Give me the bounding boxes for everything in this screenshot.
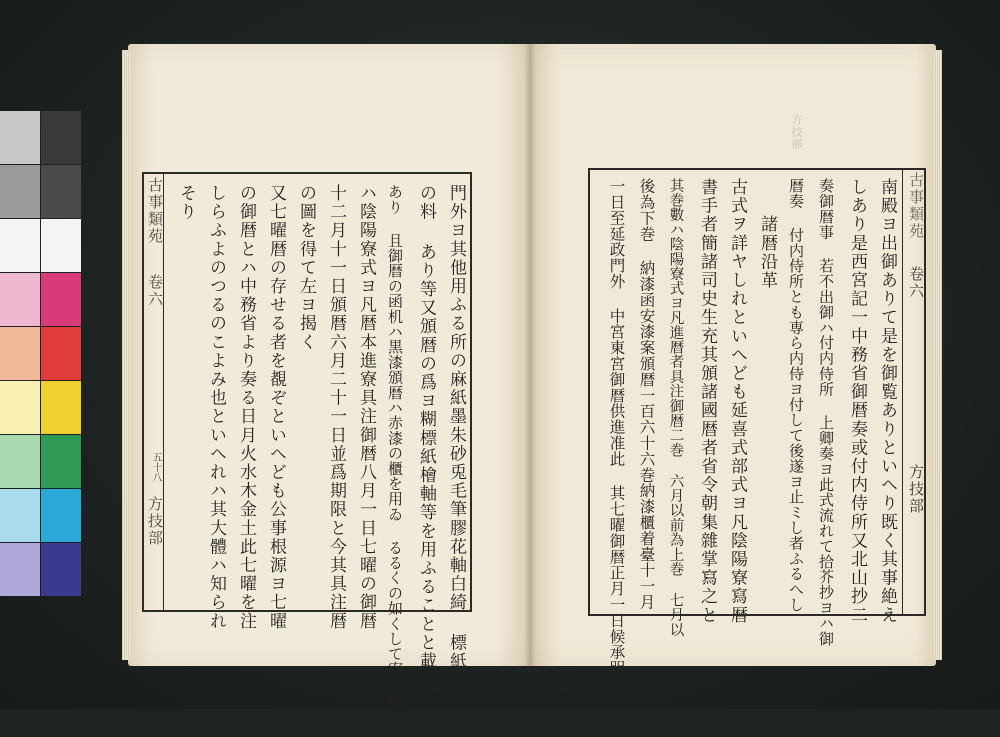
left-col-10: そり — [176, 184, 196, 222]
left-margin-title: 古事類苑 — [146, 177, 164, 245]
right-page-edges — [934, 50, 942, 660]
left-col-4: ハ陰陽寮式ヨ凡暦本進寮具注御暦八月一日七曜の御暦 — [356, 184, 376, 631]
calibration-swatch — [0, 435, 40, 488]
left-col-6: の圖を得て左ヨ揭く — [296, 184, 316, 352]
left-col-2: の料 あり等又頒暦の爲ヨ糊標紙檜軸等を用ふることと載せ — [416, 184, 436, 690]
right-margin-title: 古事類苑 — [907, 172, 925, 240]
show-through-text: 方技部 — [790, 114, 803, 150]
calibration-swatch — [0, 489, 40, 542]
right-col-2: しあり是西宮記一中務省御暦奏或付内侍所又北山抄二 — [847, 178, 867, 625]
calibration-swatch — [41, 489, 81, 542]
calibration-swatch — [41, 381, 81, 434]
right-page — [530, 44, 936, 676]
left-col-9: しらふよのつるのこよみ也といへれハ其大體ハ知られ — [206, 184, 226, 631]
right-col-5: 諸暦沿革 — [757, 178, 777, 290]
right-col-8: 其巻數ハ陰陽寮式ヨ凡進暦者具注御暦二巻 六月以前為上巻 七月以 — [667, 178, 684, 637]
right-margin-volume: 卷六 — [907, 266, 925, 300]
calibration-swatch — [41, 165, 81, 218]
left-col-5: 十二月十一日頒暦六月二十一日並爲期限と今其具注暦 — [326, 184, 346, 631]
calibration-swatch — [0, 381, 40, 434]
calibration-swatch — [0, 543, 40, 596]
right-col-1: 南殿ヨ出御ありて是を御覧ありといへり既く其事絶え — [877, 178, 897, 625]
left-col-7: 又七曜暦の存せる者を覩ぞといへども公事根源ヨ七曜 — [266, 184, 286, 631]
left-margin-volume: 卷六 — [146, 274, 164, 308]
calibration-swatch — [41, 273, 81, 326]
calibration-swatch — [0, 219, 40, 272]
calibration-swatch — [41, 543, 81, 596]
calibration-swatch — [41, 219, 81, 272]
calibration-swatch — [0, 327, 40, 380]
left-col-1: 門外ヨ其他用ふる所の麻紙墨朱砂兎毛筆膠花軸白綺 標紙 — [446, 184, 466, 671]
right-col-6: 古式ヲ詳ヤしれといへども延喜式部式ヨ凡陰陽寮寫暦 — [727, 178, 747, 625]
left-leaf-number: 五十八 — [150, 452, 161, 482]
right-col-10: 一日至延政門外 中宮東宮御暦供進准此 其七曜御暦正月一日候承明 — [607, 178, 626, 676]
book-gutter — [524, 44, 536, 666]
right-col-4: 暦奏 付内侍所とも専ら内侍ヨ付して後遂ヨ止ミし者ふるへし — [787, 178, 805, 613]
left-page — [128, 44, 530, 737]
open-book — [128, 44, 936, 737]
right-margin-section: 方技部 — [907, 464, 925, 515]
left-col-3: あり 且御暦の函机ハ黒漆頒暦ハ赤漆の櫃を用ゐ るるくの如くして寮ヨ進むる — [386, 184, 404, 737]
right-col-7: 書手者簡諸司史生充其頒諸國暦者省令朝集雜掌寫之と — [697, 178, 717, 625]
left-page-edges — [122, 50, 130, 660]
calibration-swatch — [0, 111, 40, 164]
calibration-swatch — [41, 435, 81, 488]
color-calibration-strip — [0, 111, 84, 601]
left-margin-section: 方技部 — [146, 496, 164, 547]
right-col-3: 奏御暦事 若不出御ハ付内侍所 上卿奏ヨ此式流れて拾芥抄ヨハ御 — [817, 178, 835, 646]
left-col-8: の御暦とハ中務省より奏る日月火水木金土此七曜を注 — [236, 184, 256, 631]
calibration-swatch — [41, 327, 81, 380]
right-col-9: 後為下巻 納漆函安漆案頒暦一百六十六巻納漆櫃着臺十一月 — [637, 178, 656, 610]
calibration-swatch — [0, 165, 40, 218]
calibration-swatch — [0, 273, 40, 326]
calibration-swatch — [41, 111, 81, 164]
